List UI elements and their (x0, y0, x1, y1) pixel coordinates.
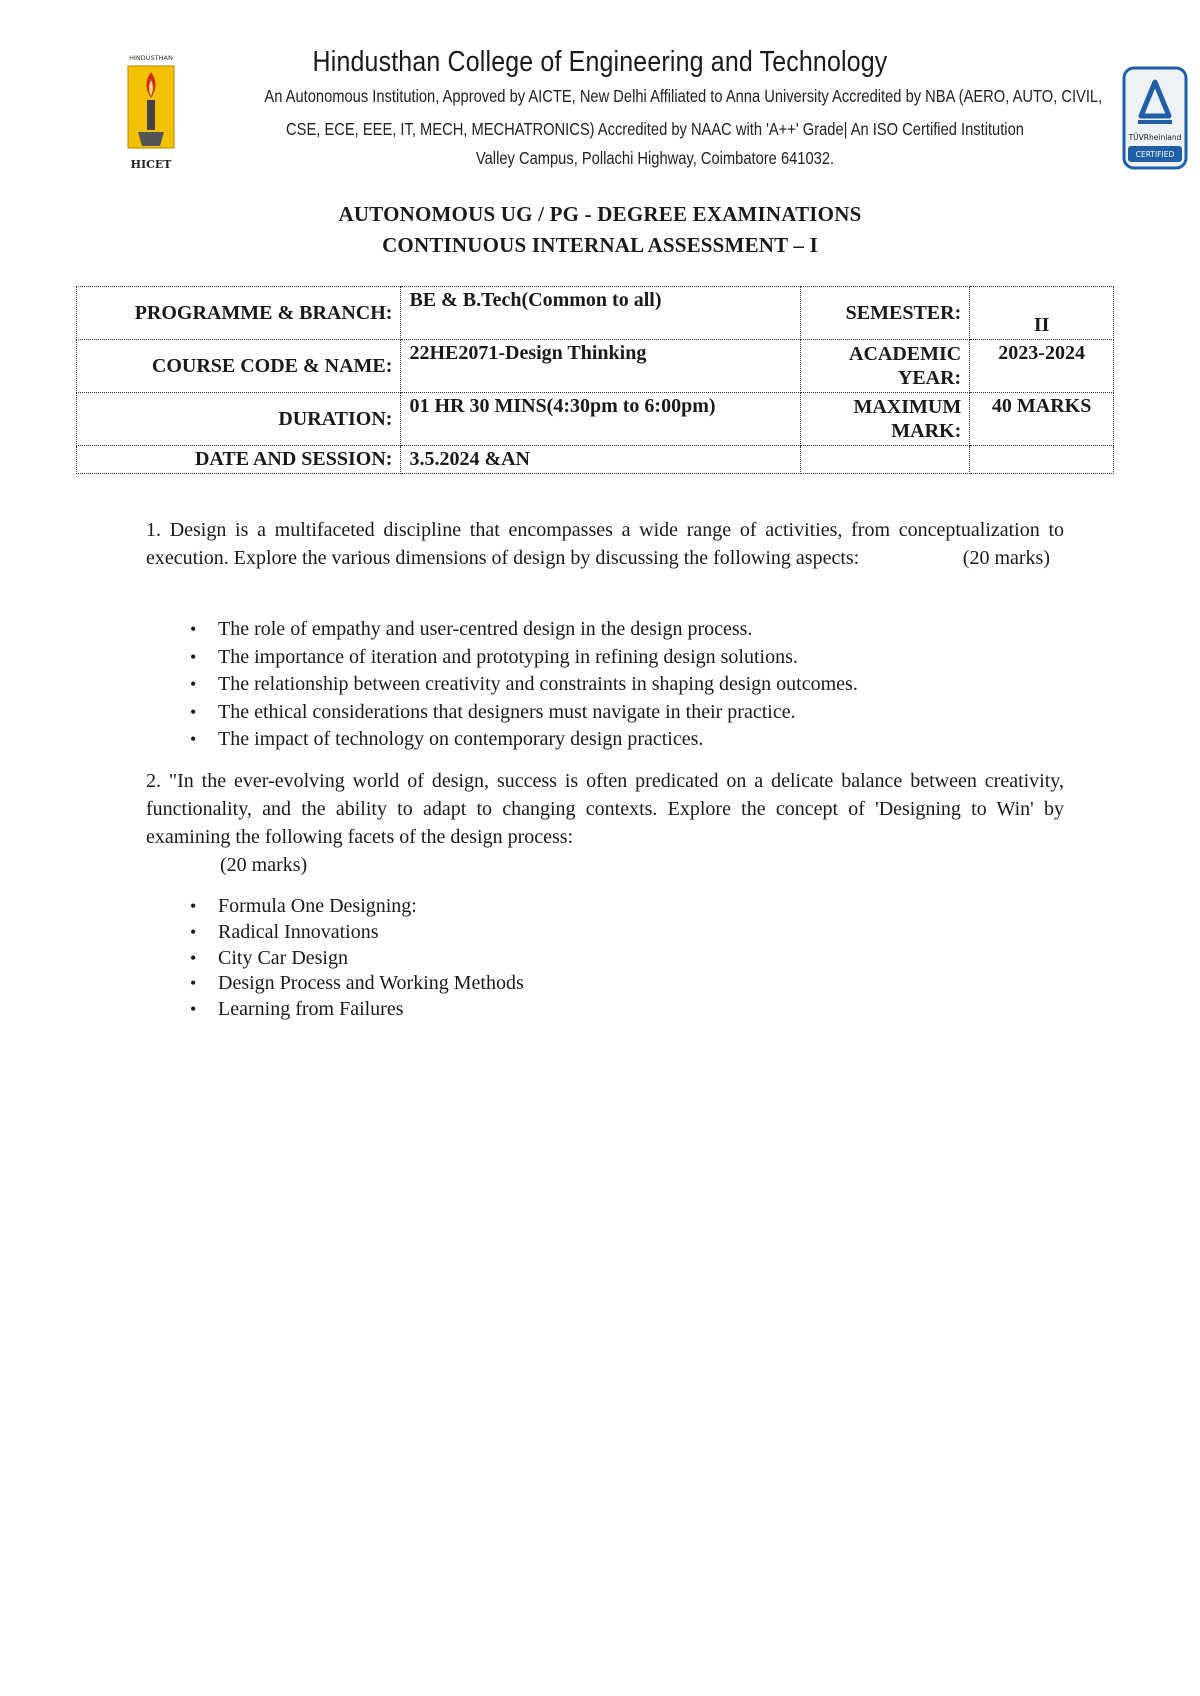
list-item: • The role of empathy and user-centred design in the design process. (190, 616, 858, 644)
list-item: • Learning from Failures (190, 997, 524, 1023)
question-2-bullets (190, 894, 524, 1023)
academic-year-value: 2023-2024 (970, 340, 1114, 393)
question-1 (146, 516, 1064, 572)
college-address: Valley Campus, Pollachi Highway, Coimbatore 641032. (475, 148, 835, 168)
maximum-mark-label: MAXIMUM MARK: (800, 393, 969, 446)
date-session-label: DATE AND SESSION: (77, 446, 401, 474)
question-1-text: 1. Design is a multifaceted discipline that encompasses a wide range of activities, from conceptualization to execution. Explore the various dimensions of design by discussing the following aspects: (146, 519, 1064, 569)
tuv-caption: CERTIFIED (1135, 150, 1175, 159)
list-item: • The relationship between creativity and constraints in shaping design outcomes. (190, 671, 858, 699)
question-1-marks: (20 marks) (962, 547, 1050, 569)
question-2 (146, 767, 1064, 879)
programme-label: PROGRAMME & BRANCH: (77, 287, 401, 340)
date-session-value: 3.5.2024 &AN (401, 446, 800, 474)
tuv-certified-badge (1122, 66, 1188, 170)
maximum-mark-value: 40 MARKS (970, 393, 1114, 446)
list-item: • Design Process and Working Methods (190, 971, 524, 997)
logo-caption: HICET (130, 158, 172, 171)
list-item: • The ethical considerations that designers must navigate in their practice. (190, 699, 858, 727)
list-item: • Radical Innovations (190, 920, 524, 946)
assessment-title: CONTINUOUS INTERNAL ASSESSMENT – I (382, 233, 818, 257)
empty-cell (800, 446, 969, 474)
accreditation-line-2: CSE, ECE, EEE, IT, MECH, MECHATRONICS) Accredited by NAAC with 'A++' Grade| An ISO Certified Institution (286, 119, 1024, 139)
programme-value: BE & B.Tech(Common to all) (401, 287, 800, 340)
question-2-text: 2. "In the ever-evolving world of design, success is often predicated on a delicate balance between creativity, functionality, and the ability to adapt to changing contexts. Explore the concept of 'Designing to Win' by examining the following facets of the design process: (146, 770, 1064, 848)
academic-year-label: ACADEMIC YEAR: (800, 340, 969, 393)
semester-value: II (970, 287, 1114, 340)
college-name: Hindusthan College of Engineering and Technology (312, 46, 888, 78)
list-item: • City Car Design (190, 946, 524, 972)
question-1-bullets (190, 616, 858, 754)
exam-title: AUTONOMOUS UG / PG - DEGREE EXAMINATIONS (338, 202, 862, 226)
empty-cell (970, 446, 1114, 474)
semester-label: SEMESTER: (800, 287, 969, 340)
logo-top-text: HINDUSTHAN (129, 54, 173, 62)
list-item: • Formula One Designing: (190, 894, 524, 920)
course-label: COURSE CODE & NAME: (77, 340, 401, 393)
duration-value: 01 HR 30 MINS(4:30pm to 6:00pm) (401, 393, 800, 446)
question-2-marks: (20 marks) (220, 854, 308, 876)
course-value: 22HE2071-Design Thinking (401, 340, 800, 393)
accreditation-line-1: An Autonomous Institution, Approved by AICTE, New Delhi Affiliated to Anna University Accredited by NBA (AERO, AUTO, CIVIL, (264, 86, 1103, 106)
exam-info-table (76, 286, 1114, 474)
duration-label: DURATION: (77, 393, 401, 446)
list-item: • The impact of technology on contemporary design practices. (190, 726, 858, 754)
tuv-brand: TÜVRheinland (1128, 133, 1182, 142)
list-item: • The importance of iteration and prototyping in refining design solutions. (190, 644, 858, 672)
